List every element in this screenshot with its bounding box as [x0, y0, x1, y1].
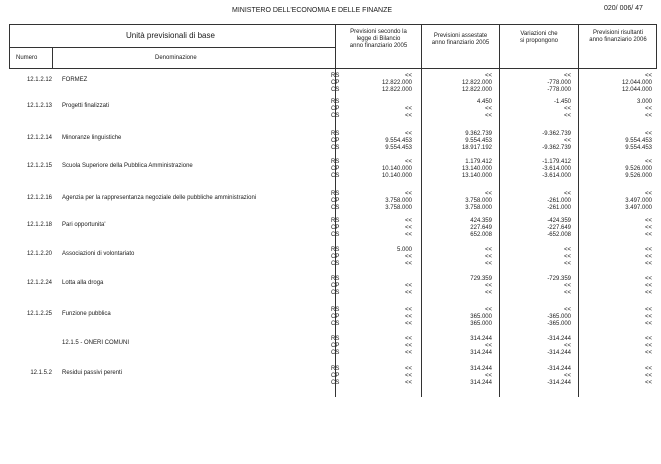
- cell-c2: 424.359: [470, 218, 492, 224]
- cell-c3: <<: [563, 307, 571, 313]
- cell-c4: <<: [644, 380, 652, 386]
- row-type-label: CP: [331, 138, 340, 144]
- col3-header: Variazioni che si propongono: [519, 31, 559, 44]
- section-title: Unità previsionali di base: [126, 31, 215, 40]
- cell-c2: <<: [484, 283, 492, 289]
- row-type-label: CS: [331, 380, 340, 386]
- row-denominazione: Scuola Superiore della Pubblica Amministrazione: [62, 163, 193, 169]
- cell-c3: -365.000: [547, 314, 571, 320]
- row-type-label: RS: [331, 131, 340, 137]
- cell-c3: <<: [563, 343, 571, 349]
- cell-c2: <<: [484, 113, 492, 119]
- cell-c1: <<: [404, 290, 412, 296]
- cell-c3: <<: [563, 113, 571, 119]
- cell-c3: -365.000: [547, 321, 571, 327]
- page-code: 020/ 006/ 47: [604, 5, 643, 12]
- cell-c2: 9.362.739: [465, 131, 492, 137]
- row-type-label: CS: [331, 321, 340, 327]
- cell-c2: 365.000: [470, 314, 492, 320]
- cell-c4: 12.044.000: [621, 80, 652, 86]
- row-type-label: CS: [331, 145, 340, 151]
- row-number: 12.1.2.14: [26, 135, 52, 141]
- row-type-label: CS: [331, 113, 340, 119]
- cell-c4: <<: [644, 336, 652, 342]
- cell-c3: -314.244: [547, 380, 571, 386]
- row-number: 12.1.2.18: [26, 222, 52, 228]
- cell-c2: 314.244: [470, 336, 492, 342]
- cell-c2: 227.649: [470, 225, 492, 231]
- cell-c2: 314.244: [470, 366, 492, 372]
- cell-c3: <<: [563, 191, 571, 197]
- cell-c2: <<: [484, 191, 492, 197]
- cell-c4: <<: [644, 307, 652, 313]
- cell-c2: 13.140.000: [461, 173, 492, 179]
- cell-c2: 12.822.000: [461, 80, 492, 86]
- row-type-label: CS: [331, 87, 340, 93]
- row-type-label: RS: [331, 99, 340, 105]
- cell-c3: -1.450: [553, 99, 571, 105]
- cell-c2: <<: [484, 247, 492, 253]
- cell-c2: 4.450: [476, 99, 492, 105]
- cell-c3: -729.359: [547, 276, 571, 282]
- cell-c4: 3.497.000: [625, 205, 652, 211]
- cell-c4: <<: [644, 113, 652, 119]
- cell-c1: <<: [404, 336, 412, 342]
- cell-c3: -227.649: [547, 225, 571, 231]
- row-type-label: RS: [331, 276, 340, 282]
- cell-c1: <<: [404, 159, 412, 165]
- cell-c3: <<: [563, 283, 571, 289]
- row-type-label: CP: [331, 283, 340, 289]
- numero-label: Numero: [16, 55, 38, 61]
- row-type-label: CS: [331, 232, 340, 238]
- cell-c3: -424.359: [547, 218, 571, 224]
- cell-c2: 652.008: [470, 232, 492, 238]
- row-type-label: CP: [331, 166, 340, 172]
- cell-c4: <<: [644, 232, 652, 238]
- row-type-label: RS: [331, 366, 340, 372]
- cell-c1: <<: [404, 373, 412, 379]
- cell-c3: -261.000: [547, 198, 571, 204]
- row-denominazione: Progetti finalizzati: [62, 103, 110, 109]
- row-number: 12.1.2.13: [26, 103, 52, 109]
- col1-header: Previsioni secondo la legge di Bilancio anno finanziario 2005: [349, 29, 408, 49]
- cell-c3: <<: [563, 73, 571, 79]
- cell-c2: 18.917.192: [461, 145, 492, 151]
- row-denominazione: Agenzia per la rappresentanza negoziale delle pubbliche amministrazioni: [62, 195, 257, 201]
- cell-c4: <<: [644, 343, 652, 349]
- cell-c4: <<: [644, 131, 652, 137]
- cell-c1: <<: [404, 225, 412, 231]
- cell-c1: <<: [404, 283, 412, 289]
- row-denominazione: Funzione pubblica: [62, 311, 111, 317]
- cell-c3: -9.362.739: [542, 131, 571, 137]
- cell-c2: <<: [484, 261, 492, 267]
- cell-c3: -652.008: [547, 232, 571, 238]
- cell-c1: <<: [404, 307, 412, 313]
- denominazione-label: Denominazione: [155, 55, 197, 61]
- cell-c2: <<: [484, 290, 492, 296]
- row-denominazione: Lotta alla droga: [62, 280, 104, 286]
- cell-c1: 9.554.453: [385, 138, 412, 144]
- cell-c4: <<: [644, 314, 652, 320]
- row-type-label: CP: [331, 314, 340, 320]
- cell-c3: <<: [563, 290, 571, 296]
- cell-c4: <<: [644, 350, 652, 356]
- cell-c2: 729.359: [470, 276, 492, 282]
- cell-c4: <<: [644, 218, 652, 224]
- cell-c4: <<: [644, 225, 652, 231]
- cell-c2: <<: [484, 106, 492, 112]
- cell-c4: 9.554.453: [625, 145, 652, 151]
- cell-c1: 12.822.000: [381, 80, 412, 86]
- cell-c3: <<: [563, 138, 571, 144]
- row-denominazione: Residui passivi perenti: [62, 370, 123, 376]
- cell-c1: <<: [404, 218, 412, 224]
- row-type-label: CP: [331, 254, 340, 260]
- cell-c4: <<: [644, 373, 652, 379]
- cell-c1: 5.000: [396, 247, 412, 253]
- cell-c3: -3.614.000: [542, 166, 571, 172]
- cell-c4: 3.000: [636, 99, 652, 105]
- cell-c4: <<: [644, 276, 652, 282]
- row-type-label: CP: [331, 343, 340, 349]
- cell-c4: <<: [644, 106, 652, 112]
- row-number: 12.1.5.2: [30, 370, 52, 376]
- cell-c1: <<: [404, 343, 412, 349]
- row-type-label: CP: [331, 198, 340, 204]
- row-number: 12.1.2.25: [26, 311, 52, 317]
- row-number: 12.1.2.12: [26, 77, 52, 83]
- cell-c3: <<: [563, 261, 571, 267]
- cell-c1: <<: [404, 314, 412, 320]
- row-type-label: CP: [331, 373, 340, 379]
- cell-c1: <<: [404, 321, 412, 327]
- cell-c3: -3.614.000: [542, 173, 571, 179]
- row-type-label: CP: [331, 106, 340, 112]
- row-number: 12.1.2.24: [26, 280, 52, 286]
- cell-c2: 314.244: [470, 350, 492, 356]
- row-type-label: CP: [331, 225, 340, 231]
- cell-c1: <<: [404, 131, 412, 137]
- row-denominazione: 12.1.5 - ONERI COMUNI: [62, 340, 130, 346]
- cell-c2: 1.179.412: [465, 159, 492, 165]
- cell-c4: 12.044.000: [621, 87, 652, 93]
- row-type-label: RS: [331, 218, 340, 224]
- cell-c1: <<: [404, 106, 412, 112]
- cell-c1: <<: [404, 261, 412, 267]
- row-type-label: CS: [331, 205, 340, 211]
- cell-c4: 9.526.000: [625, 166, 652, 172]
- cell-c3: -261.000: [547, 205, 571, 211]
- cell-c3: <<: [563, 373, 571, 379]
- cell-c3: <<: [563, 254, 571, 260]
- cell-c3: <<: [563, 106, 571, 112]
- cell-c1: 10.140.000: [381, 166, 412, 172]
- row-type-label: RS: [331, 159, 340, 165]
- row-type-label: CS: [331, 290, 340, 296]
- row-denominazione: Pari opportunita': [62, 222, 106, 228]
- col2-header: Previsioni assestate anno finanziario 2005: [431, 33, 490, 46]
- row-denominazione: Associazioni di volontariato: [62, 251, 135, 257]
- cell-c2: <<: [484, 307, 492, 313]
- row-number: 12.1.2.15: [26, 163, 52, 169]
- row-type-label: RS: [331, 336, 340, 342]
- cell-c1: <<: [404, 113, 412, 119]
- cell-c3: -9.362.739: [542, 145, 571, 151]
- cell-c4: <<: [644, 290, 652, 296]
- row-number: 12.1.2.20: [26, 251, 52, 257]
- cell-c3: -314.244: [547, 336, 571, 342]
- row-type-label: CS: [331, 350, 340, 356]
- cell-c4: <<: [644, 321, 652, 327]
- cell-c4: <<: [644, 191, 652, 197]
- row-type-label: CS: [331, 261, 340, 267]
- cell-c2: 314.244: [470, 380, 492, 386]
- cell-c2: 3.758.000: [465, 198, 492, 204]
- cell-c1: 12.822.000: [381, 87, 412, 93]
- cell-c2: <<: [484, 254, 492, 260]
- cell-c4: 3.497.000: [625, 198, 652, 204]
- cell-c2: <<: [484, 73, 492, 79]
- cell-c2: <<: [484, 373, 492, 379]
- cell-c1: 10.140.000: [381, 173, 412, 179]
- cell-c2: <<: [484, 343, 492, 349]
- cell-c1: 3.758.000: [385, 198, 412, 204]
- cell-c2: 365.000: [470, 321, 492, 327]
- cell-c4: <<: [644, 283, 652, 289]
- cell-c4: <<: [644, 247, 652, 253]
- cell-c4: <<: [644, 366, 652, 372]
- cell-c1: <<: [404, 254, 412, 260]
- cell-c1: <<: [404, 73, 412, 79]
- row-denominazione: FORMEZ: [62, 77, 88, 83]
- cell-c3: -314.244: [547, 366, 571, 372]
- cell-c4: <<: [644, 261, 652, 267]
- cell-c4: <<: [644, 254, 652, 260]
- cell-c4: <<: [644, 159, 652, 165]
- row-type-label: CS: [331, 173, 340, 179]
- cell-c2: 9.554.453: [465, 138, 492, 144]
- cell-c1: 3.758.000: [385, 205, 412, 211]
- cell-c3: <<: [563, 247, 571, 253]
- cell-c1: <<: [404, 191, 412, 197]
- cell-c1: <<: [404, 232, 412, 238]
- cell-c4: 9.526.000: [625, 173, 652, 179]
- cell-c1: <<: [404, 350, 412, 356]
- ministry-title: MINISTERO DELL'ECONOMIA E DELLE FINANZE: [232, 7, 393, 14]
- cell-c1: <<: [404, 380, 412, 386]
- cell-c3: -314.244: [547, 350, 571, 356]
- col4-header: Previsioni risultanti anno finanziario 2006: [589, 30, 647, 43]
- row-number: 12.1.2.16: [26, 195, 52, 201]
- row-type-label: RS: [331, 73, 340, 79]
- cell-c3: -1.179.412: [542, 159, 571, 165]
- cell-c3: -778.000: [547, 87, 571, 93]
- row-type-label: RS: [331, 191, 340, 197]
- row-denominazione: Minoranze linguistiche: [62, 135, 122, 141]
- row-type-label: RS: [331, 307, 340, 313]
- cell-c2: 3.758.000: [465, 205, 492, 211]
- cell-c2: 12.822.000: [461, 87, 492, 93]
- cell-c4: <<: [644, 73, 652, 79]
- cell-c2: 13.140.000: [461, 166, 492, 172]
- cell-c3: -778.000: [547, 80, 571, 86]
- row-type-label: CP: [331, 80, 340, 86]
- cell-c1: <<: [404, 366, 412, 372]
- cell-c1: 9.554.453: [385, 145, 412, 151]
- row-type-label: RS: [331, 247, 340, 253]
- cell-c4: 9.554.453: [625, 138, 652, 144]
